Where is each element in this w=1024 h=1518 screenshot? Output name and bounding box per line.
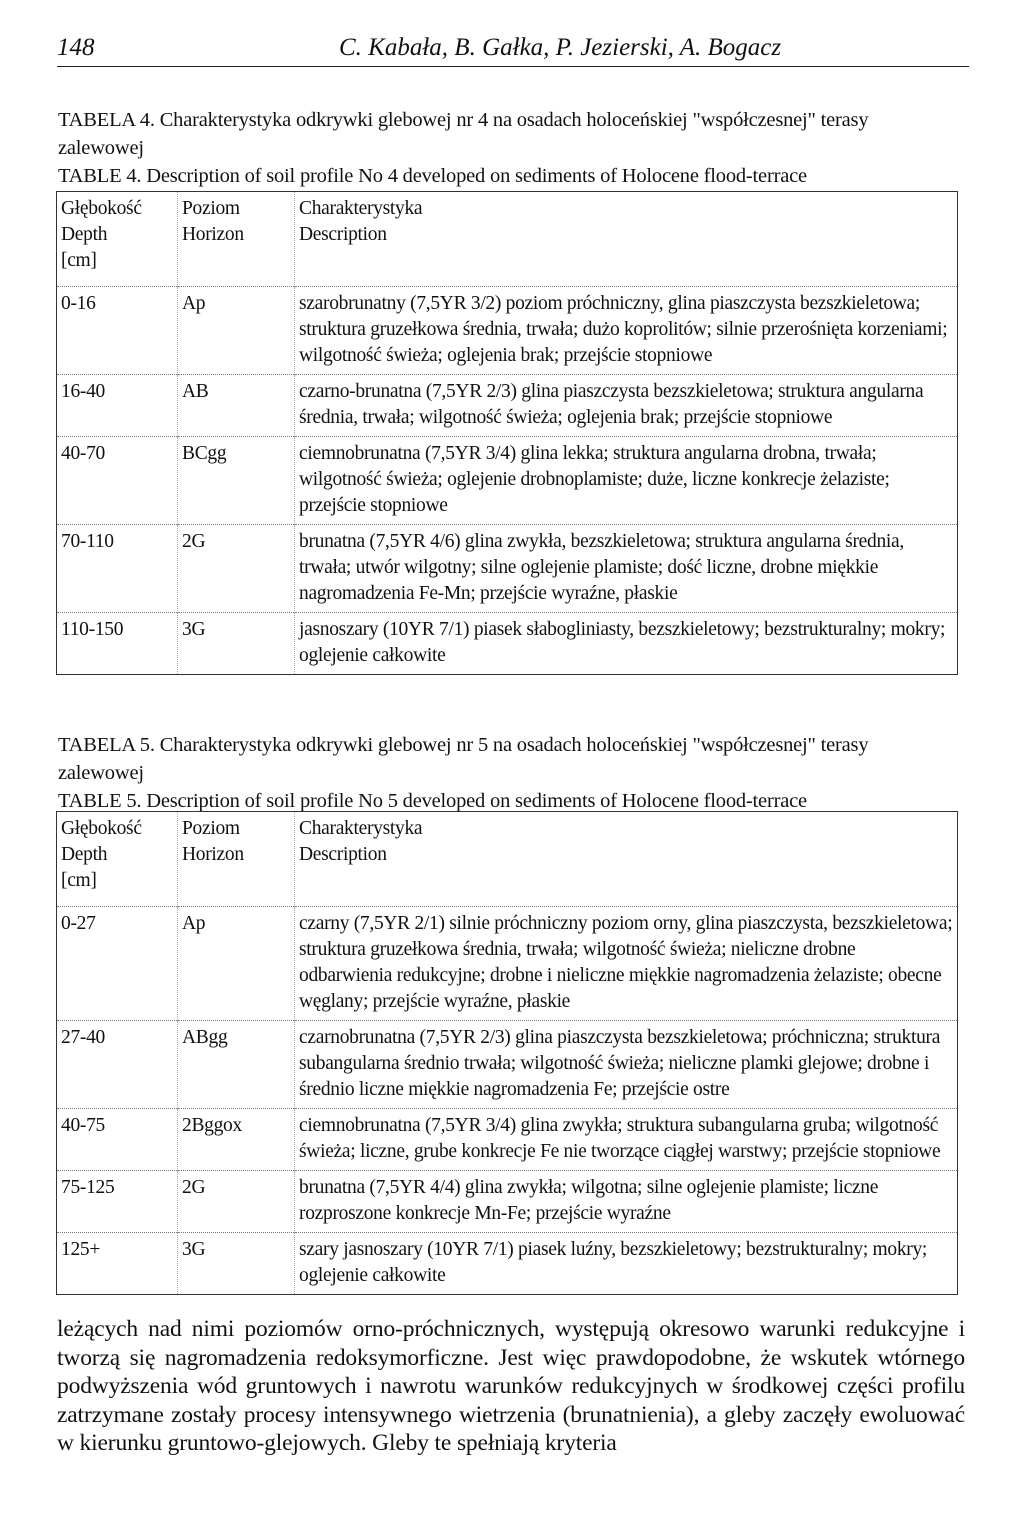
horizon-cell: 2G <box>178 1171 295 1233</box>
body-paragraph: leżących nad nimi poziomów orno-próchnicznych, występują okresowo warunki redukcyjne i tworzą się nagromadzenia redoksymorficzne. Jest więc prawdopodobne, że wskutek wtórnego podwyższenia wód gruntowych i nawrotu warunków redukcyjnych w środkowej części profilu zatrzymane zostały procesy intensywnego wietrzenia (brunatnienia), a gleby zaczęły ewoluować w kierunku gruntowo-glejowych. Gleby te spełniają kryteria <box>57 1316 965 1457</box>
header-horizon-pl: Poziom <box>182 198 240 219</box>
table4-caption-pl-line1: TABELA 4. Charakterystyka odkrywki glebowej nr 4 na osadach holoceńskiej "współczesnej" terasy <box>58 109 869 131</box>
running-head-authors: C. Kabała, B. Gałka, P. Jezierski, A. Bogacz <box>339 34 782 61</box>
header-horizon-en: Horizon <box>182 844 244 865</box>
description-cell: brunatna (7,5YR 4/6) glina zwykła, bezszkieletowa; struktura angularna średnia, trwała; utwór wilgotny; silne oglejenie plamiste; dość liczne, drobne miękkie nagromadzenia Fe-Mn; przejście wyraźne, płaskie <box>295 525 958 613</box>
depth-cell: 27-40 <box>57 1021 178 1109</box>
description-cell: szarobrunatny (7,5YR 3/2) poziom próchniczny, glina piaszczysta bezszkieletowa; struktura gruzełkowa średnia, trwała; dużo koprolitów; silnie przerośnięta korzeniami; wilgotność świeża; oglejenia brak; przejście stopniowe <box>295 287 958 375</box>
depth-cell: 40-75 <box>57 1109 178 1171</box>
depth-cell: 40-70 <box>57 437 178 525</box>
description-cell: czarny (7,5YR 2/1) silnie próchniczny poziom orny, glina piaszczysta, bezszkieletowa; struktura gruzełkowa średnia, trwała; wilgotność świeża; nieliczne drobne odbarwienia redukcyjne; drobne i nieliczne miękkie nagromadzenia żelaziste; obecne węglany; przejście wyraźne, płaskie <box>295 907 958 1021</box>
table-row <box>57 1233 958 1295</box>
horizon-cell: 3G <box>178 613 295 675</box>
header-horizon <box>178 812 295 907</box>
header-depth <box>57 192 178 287</box>
table4 <box>56 191 958 675</box>
depth-cell: 70-110 <box>57 525 178 613</box>
table-row <box>57 1109 958 1171</box>
header-description-pl: Charakterystyka <box>299 818 423 839</box>
table-row <box>57 1171 958 1233</box>
table5-header-row <box>57 812 958 907</box>
description-cell: szary jasnoszary (10YR 7/1) piasek luźny, bezszkieletowy; bezstrukturalny; mokry; oglejenie całkowite <box>295 1233 958 1295</box>
table-row <box>57 907 958 1021</box>
table-row <box>57 375 958 437</box>
table5-caption-en: TABLE 5. Description of soil profile No 5 developed on sediments of Holocene flood-terrace <box>58 790 807 812</box>
table4-caption-pl-line2: zalewowej <box>58 137 144 159</box>
depth-cell: 16-40 <box>57 375 178 437</box>
description-cell: czarno-brunatna (7,5YR 2/3) glina piaszczysta bezszkieletowa; struktura angularna średnia, trwała; wilgotność świeża; oglejenia brak; przejście stopniowe <box>295 375 958 437</box>
header-description <box>295 812 958 907</box>
table4-caption-en: TABLE 4. Description of soil profile No 4 developed on sediments of Holocene flood-terrace <box>58 165 807 187</box>
horizon-cell: 3G <box>178 1233 295 1295</box>
header-horizon-en: Horizon <box>182 224 244 245</box>
horizon-cell: AB <box>178 375 295 437</box>
header-description-en: Description <box>299 224 387 245</box>
table5-caption <box>58 731 968 815</box>
table5 <box>56 811 958 1295</box>
depth-cell: 125+ <box>57 1233 178 1295</box>
depth-cell: 75-125 <box>57 1171 178 1233</box>
header-depth <box>57 812 178 907</box>
description-cell: ciemnobrunatna (7,5YR 3/4) glina zwykła; struktura subangularna gruba; wilgotność świeża; liczne, grube konkrecje Fe nie tworzące ciągłej warstwy; przejście stopniowe <box>295 1109 958 1171</box>
description-cell: czarnobrunatna (7,5YR 2/3) glina piaszczysta bezszkieletowa; próchniczna; struktura subangularna średnio trwała; wilgotność świeża; nieliczne plamki glejowe; drobne i średnio liczne miękkie nagromadzenia Fe; przejście ostre <box>295 1021 958 1109</box>
depth-cell: 0-27 <box>57 907 178 1021</box>
description-cell: jasnoszary (10YR 7/1) piasek słabogliniasty, bezszkieletowy; bezstrukturalny; mokry; oglejenie całkowite <box>295 613 958 675</box>
header-description-en: Description <box>299 844 387 865</box>
header-horizon <box>178 192 295 287</box>
table5-caption-pl-line1: TABELA 5. Charakterystyka odkrywki glebowej nr 5 na osadach holoceńskiej "współczesnej" terasy <box>58 734 869 756</box>
header-description <box>295 192 958 287</box>
running-header <box>57 26 969 67</box>
horizon-cell: ABgg <box>178 1021 295 1109</box>
header-description-pl: Charakterystyka <box>299 198 423 219</box>
table4-caption <box>58 106 968 190</box>
description-cell: ciemnobrunatna (7,5YR 3/4) glina lekka; struktura angularna drobna, trwała; wilgotność świeża; oglejenie drobnoplamiste; duże, liczne konkrecje żelaziste; przejście stopniowe <box>295 437 958 525</box>
depth-cell: 110-150 <box>57 613 178 675</box>
table4-header-row <box>57 192 958 287</box>
table-row <box>57 525 958 613</box>
header-depth-unit: [cm] <box>61 250 97 271</box>
depth-cell: 0-16 <box>57 287 178 375</box>
horizon-cell: 2G <box>178 525 295 613</box>
table-row <box>57 1021 958 1109</box>
table-row <box>57 437 958 525</box>
header-depth-unit: [cm] <box>61 870 97 891</box>
horizon-cell: Ap <box>178 907 295 1021</box>
header-depth-en: Depth <box>61 224 108 245</box>
horizon-cell: BCgg <box>178 437 295 525</box>
header-depth-pl: Głębokość <box>61 198 142 219</box>
description-cell: brunatna (7,5YR 4/4) glina zwykła; wilgotna; silne oglejenie plamiste; liczne rozproszone konkrecje Mn-Fe; przejście wyraźne <box>295 1171 958 1233</box>
horizon-cell: Ap <box>178 287 295 375</box>
horizon-cell: 2Bggox <box>178 1109 295 1171</box>
header-depth-en: Depth <box>61 844 108 865</box>
header-horizon-pl: Poziom <box>182 818 240 839</box>
table-row <box>57 287 958 375</box>
table5-caption-pl-line2: zalewowej <box>58 762 144 784</box>
table-row <box>57 613 958 675</box>
header-depth-pl: Głębokość <box>61 818 142 839</box>
page-number: 148 <box>57 34 95 61</box>
